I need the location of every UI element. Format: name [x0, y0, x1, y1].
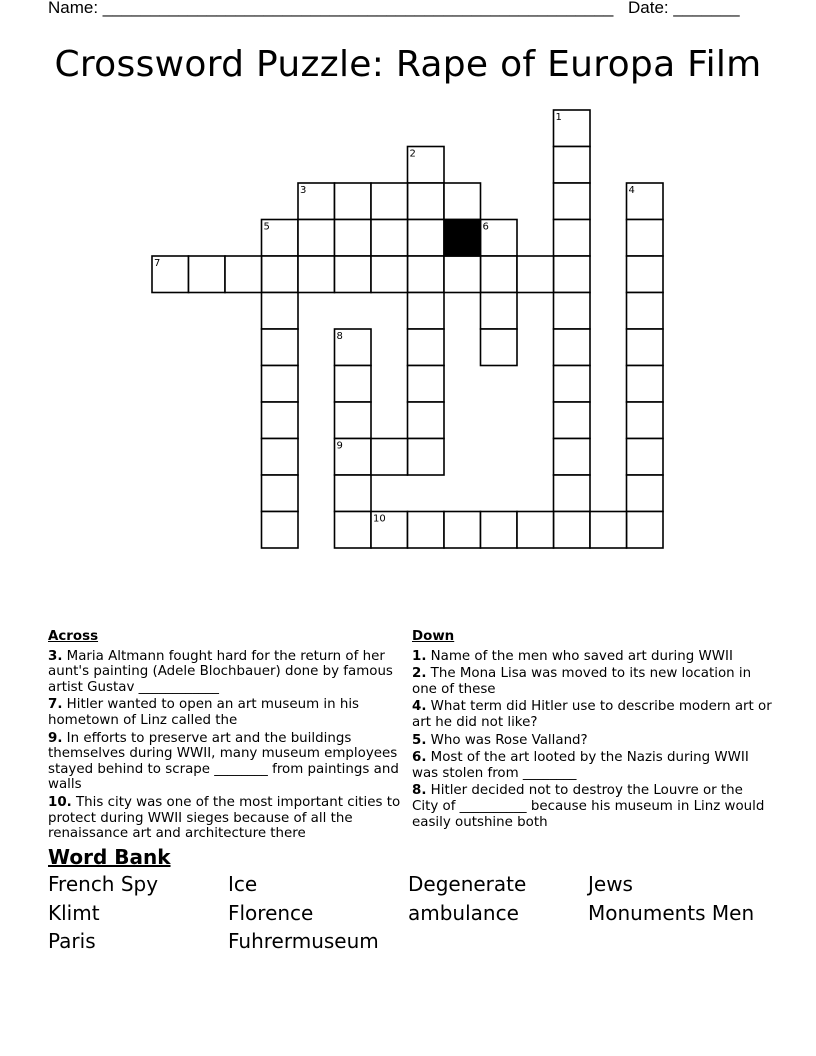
crossword-cell[interactable] — [444, 256, 481, 293]
down-clue — [412, 699, 772, 730]
crossword-cell[interactable] — [408, 183, 445, 220]
crossword-cell[interactable] — [262, 512, 299, 549]
crossword-cell[interactable] — [262, 256, 299, 293]
crossword-cell[interactable] — [554, 439, 591, 476]
across-clue — [48, 731, 404, 793]
crossword-cell[interactable] — [627, 256, 664, 293]
clue-text: What term did Hitler use to describe modern art or art he did not like? — [412, 699, 772, 730]
crossword-cell[interactable] — [554, 329, 591, 366]
crossword-cell[interactable] — [627, 329, 664, 366]
crossword-cell[interactable] — [481, 293, 518, 330]
word-bank-item: Fuhrermuseum — [228, 929, 379, 953]
crossword-cell[interactable] — [335, 402, 372, 439]
across-clue — [48, 697, 404, 728]
cell-number: 2 — [409, 148, 416, 160]
crossword-cell[interactable] — [554, 220, 591, 257]
across-clues — [48, 629, 404, 844]
crossword-cell[interactable] — [408, 512, 445, 549]
word-bank-item: Jews — [588, 872, 633, 896]
crossword-cell[interactable] — [408, 439, 445, 476]
crossword-cell[interactable] — [481, 256, 518, 293]
crossword-cell[interactable] — [627, 220, 664, 257]
cell-number: 5 — [263, 221, 270, 233]
crossword-cell[interactable] — [335, 220, 372, 257]
clue-number: 6. — [412, 750, 427, 766]
crossword-cell[interactable] — [189, 256, 226, 293]
crossword-cell[interactable] — [408, 293, 445, 330]
word-bank-item: Paris — [48, 929, 96, 953]
cell-number: 9 — [336, 440, 343, 452]
crossword-cell[interactable] — [371, 183, 408, 220]
crossword-cell[interactable] — [262, 293, 299, 330]
clue-number: 8. — [412, 783, 427, 799]
crossword-cell[interactable] — [481, 329, 518, 366]
crossword-cell[interactable] — [408, 256, 445, 293]
down-clue — [412, 783, 772, 830]
clue-number: 1. — [412, 648, 427, 664]
crossword-cell[interactable] — [481, 512, 518, 549]
crossword-cell[interactable] — [408, 366, 445, 403]
word-bank-item: Florence — [228, 900, 314, 925]
down-clue — [412, 733, 772, 749]
cell-number: 10 — [373, 513, 386, 525]
down-clue — [412, 666, 772, 697]
crossword-cell[interactable] — [590, 512, 627, 549]
crossword-cell[interactable] — [371, 439, 408, 476]
cell-number: 4 — [628, 185, 635, 196]
down-heading: Down — [412, 629, 455, 644]
crossword-cell[interactable] — [627, 293, 664, 330]
crossword-cell[interactable] — [554, 256, 591, 293]
crossword-cell[interactable] — [262, 402, 299, 439]
crossword-cell[interactable] — [371, 220, 408, 257]
word-bank — [48, 872, 788, 958]
page-title: Crossword Puzzle: Rape of Europa Film — [54, 44, 762, 85]
crossword-cell[interactable] — [335, 475, 372, 512]
cell-number: 3 — [300, 185, 307, 196]
clue-number: 3. — [48, 648, 63, 664]
clue-number: 5. — [412, 732, 427, 748]
date-field[interactable]: Date: _______ — [628, 0, 740, 17]
word-bank-item: Degenerate — [408, 872, 527, 896]
crossword-cell[interactable] — [554, 147, 591, 184]
word-bank-heading: Word Bank — [48, 845, 171, 869]
crossword-cell[interactable] — [444, 183, 481, 220]
crossword-cell[interactable] — [554, 475, 591, 512]
clue-text: Name of the men who saved art during WWII — [426, 648, 733, 664]
clue-text: In efforts to preserve art and the buildings themselves during WWII, many museum employees stayed behind to scrape ________ from paintings and walls — [48, 730, 399, 793]
crossword-cell[interactable] — [554, 183, 591, 220]
crossword-cell[interactable] — [335, 366, 372, 403]
crossword-cell[interactable] — [262, 475, 299, 512]
across-clue — [48, 649, 404, 696]
crossword-cell[interactable] — [408, 402, 445, 439]
clue-number: 10. — [48, 794, 72, 810]
crossword-cell[interactable] — [627, 366, 664, 403]
crossword-cell[interactable] — [335, 512, 372, 549]
crossword-cell[interactable] — [262, 439, 299, 476]
crossword-cell[interactable] — [517, 512, 554, 549]
crossword-cell[interactable] — [335, 256, 372, 293]
word-bank-item: Ice — [228, 872, 258, 896]
word-bank-item: French Spy — [48, 872, 159, 896]
across-clue — [48, 795, 404, 842]
word-bank-item: Monuments Men — [588, 900, 755, 925]
crossword-cell[interactable] — [627, 439, 664, 476]
crossword-cell[interactable] — [408, 329, 445, 366]
crossword-cell[interactable] — [298, 256, 335, 293]
clue-text: Who was Rose Valland? — [426, 732, 588, 748]
clue-number: 9. — [48, 730, 63, 746]
cell-number: 1 — [555, 112, 562, 123]
clue-text: Most of the art looted by the Nazis during WWII was stolen from ________ — [412, 750, 749, 781]
across-heading: Across — [48, 629, 99, 644]
crossword-cell[interactable] — [554, 366, 591, 403]
crossword-cell[interactable] — [262, 366, 299, 403]
crossword-cell[interactable] — [627, 402, 664, 439]
crossword-cell[interactable] — [262, 329, 299, 366]
clue-text: Hitler decided not to destroy the Louvre or the City of __________ because his museum in Linz would easily outshine both — [412, 783, 765, 830]
clue-text: The Mona Lisa was moved to its new location in one of these — [412, 666, 752, 697]
clue-text: Hitler wanted to open an art museum in his hometown of Linz called the — [48, 697, 360, 728]
clue-number: 4. — [412, 699, 427, 715]
word-bank-item: Klimt — [48, 900, 100, 925]
crossword-cell[interactable] — [298, 220, 335, 257]
crossword-cell[interactable] — [408, 220, 445, 257]
crossword-cell[interactable] — [554, 402, 591, 439]
cell-number: 8 — [336, 331, 343, 342]
name-field[interactable]: Name: ______________________________________________________ — [48, 0, 614, 17]
crossword-cell[interactable] — [335, 183, 372, 220]
down-clue — [412, 750, 772, 781]
cell-number: 6 — [482, 221, 489, 233]
crossword-cell[interactable] — [627, 475, 664, 512]
black-cell — [444, 220, 481, 257]
crossword-cell[interactable] — [444, 512, 481, 549]
clue-text: This city was one of the most important cities to protect during WWII sieges because of all the renaissance art and architecture there — [48, 794, 401, 842]
clue-number: 7. — [48, 697, 63, 713]
crossword-cell[interactable] — [225, 256, 262, 293]
clue-text: Maria Altmann fought hard for the return of her aunt's painting (Adele Blochbauer) done by famous artist Gustav ____________ — [48, 648, 393, 695]
crossword-cell[interactable] — [517, 256, 554, 293]
crossword-cell[interactable] — [554, 293, 591, 330]
word-bank-item: ambulance — [408, 900, 519, 925]
crossword-cell[interactable] — [554, 512, 591, 549]
crossword-cell[interactable] — [627, 512, 664, 549]
down-clue — [412, 649, 772, 665]
down-clues — [412, 629, 772, 832]
down-list — [412, 649, 772, 831]
across-list — [48, 649, 404, 842]
cell-number: 7 — [154, 258, 161, 269]
crossword-cell[interactable] — [371, 256, 408, 293]
clue-number: 2. — [412, 666, 427, 682]
